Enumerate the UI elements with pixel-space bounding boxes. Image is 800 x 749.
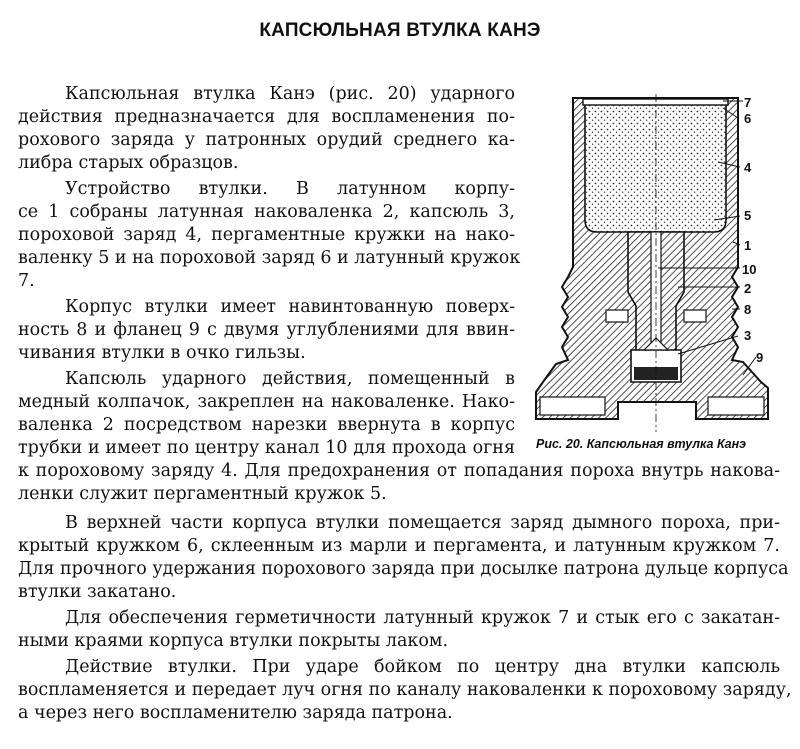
text-line: либра старых образцов. <box>18 153 239 173</box>
figure-label-3: 3 <box>744 328 752 343</box>
text-line: В верхней части корпуса втулки помещается заряд дымного пороха, при- <box>65 513 780 533</box>
text-line: валенка 2 посредством нарезки ввернута в корпус <box>18 415 515 435</box>
text-line: крытый кружком 6, склеенным из марли и пергамента, и латунным кружком 7. <box>18 536 780 556</box>
text-line: ленки служит пергаментный кружок 5. <box>18 484 387 504</box>
text-line: втулки закатано. <box>18 582 177 602</box>
text-line: ность 8 и фланец 9 с двумя углублениями для ввин- <box>18 320 515 340</box>
text-line: пороховой заряд 4, пергаментные кружки на нако- <box>18 225 515 245</box>
text-line: Капсюльная втулка Канэ (рис. 20) ударного <box>65 84 515 104</box>
text-line: чивания втулки в очко гильзы. <box>18 343 306 363</box>
flange-notch-left <box>606 310 628 322</box>
text-line: действия предназначается для воспламенения по- <box>18 107 515 127</box>
figure-label-8: 8 <box>744 302 752 317</box>
figure-label-2: 2 <box>744 281 752 296</box>
text-line: 7. <box>18 271 35 291</box>
figure-label-1: 1 <box>744 238 752 253</box>
powder-charge <box>585 104 726 232</box>
figure-caption: Рис. 20. Капсюльная втулка Канэ <box>536 437 747 451</box>
page-title: КАПСЮЛЬНАЯ ВТУЛКА КАНЭ <box>259 20 541 41</box>
figure-label-6: 6 <box>744 111 752 126</box>
figure-label-4: 4 <box>744 160 752 175</box>
text-line: а через него воспламенителю заряда патрона. <box>18 703 453 723</box>
text-line: к пороховому заряду 4. Для предохранения от попадания пороха внутрь накова- <box>18 461 780 481</box>
figure-label-10: 10 <box>742 262 757 277</box>
text-line: Для обеспечения герметичности латунный кружок 7 и стык его с закатан- <box>65 608 780 628</box>
figure-label-5: 5 <box>744 208 752 223</box>
text-line: медный колпачок, закреплен на наковаленке. Нако- <box>18 392 515 412</box>
brass-disc <box>583 99 728 105</box>
text-line: Корпус втулки имеет навинтованную поверх- <box>65 297 515 317</box>
text-line: валенку 5 и на пороховой заряд 6 и латунный кружок <box>18 248 521 268</box>
figure-label-9: 9 <box>756 350 764 365</box>
figure-20-primer-sleeve <box>528 92 784 440</box>
text-line: ными краями корпуса втулки покрыты лаком. <box>18 631 449 651</box>
figure-label-7: 7 <box>744 95 752 110</box>
text-line: трубки и имеет по центру канал 10 для прохода огня <box>18 438 515 458</box>
text-line: Для прочного удержания порохового заряда при досылке патрона дульце корпуса <box>18 559 789 579</box>
text-line: се 1 собраны латунная наковаленка 2, капсюль 3, <box>18 202 515 222</box>
text-line: воспламеняется и передает луч огня по каналу наковаленки к пороховому заряду, <box>18 680 792 700</box>
text-line: рохового заряда у патронных орудий среднего ка- <box>18 130 515 150</box>
text-line: Действие втулки. При ударе бойком по центру дна втулки капсюль <box>65 657 780 677</box>
text-line: Устройство втулки. В латунном корпу- <box>65 179 515 199</box>
flange-notch-right <box>684 310 706 322</box>
text-line: Капсюль ударного действия, помещенный в <box>65 369 515 389</box>
